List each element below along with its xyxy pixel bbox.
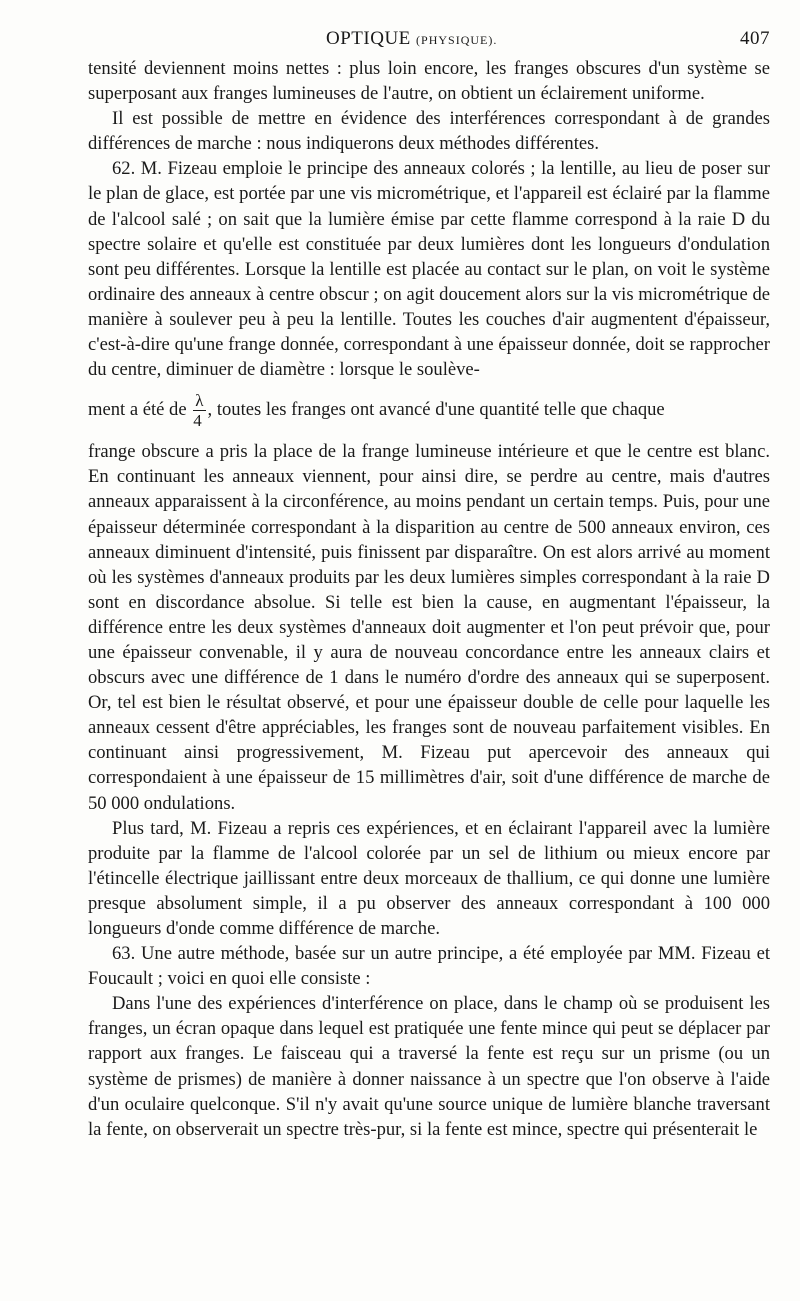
paragraph-62-fraction-line bbox=[88, 392, 770, 429]
running-title-sub: (PHYSIQUE). bbox=[416, 33, 498, 47]
lambda-over-four-fraction bbox=[193, 392, 205, 429]
page-body bbox=[88, 56, 770, 1142]
running-title bbox=[326, 28, 497, 50]
fraction-line-before: ment a été de bbox=[88, 398, 187, 420]
page-number: 407 bbox=[740, 28, 770, 49]
paragraph-intro: Il est possible de mettre en évidence des interférences correspondant à de grandes différences de marche : nous indiquerons deux méthodes différentes. bbox=[88, 108, 770, 155]
fraction-numerator: λ bbox=[195, 391, 204, 411]
paragraph-continuation: tensité deviennent moins nettes : plus loin encore, les franges obscures d'un système se superposant aux franges lumineuses de l'autre, on obtient un éclairement uniforme. bbox=[88, 58, 770, 105]
paragraph-63-method: Dans l'une des expériences d'interférence on place, dans le champ où se produisent les franges, un écran opaque dans lequel est pratiquée une fente mince qui peut se déplacer par rapport aux franges. Le faisceau qui a traversé la fente est reçu sur un prisme (ou un système de prismes) de manière à donner naissance à un spectre que l'on observe à l'aide d'un oculaire quelconque. S'il n'y avait qu'une source unique de lumière blanche traversant la fente, on observerait un spectre très-pur, si la fente est mince, spectre qui présenterait le bbox=[88, 993, 770, 1140]
paragraph-62-end: frange obscure a pris la place de la frange lumineuse intérieure et que le centre est blanc. En continuant les anneaux viennent, pour ainsi dire, se perdre au centre, mais d'autres anneaux apparaissent à la circonférence, au moins pendant un certain temps. Puis, pour une épaisseur déterminée correspondant à la disparition au centre de 500 anneaux environ, ces anneaux diminuent d'intensité, puis finissent par disparaître. On est alors arrivé au moment où les systèmes d'anneaux produits par les deux lumières simples correspondant à la raie D sont en discordance absolue. Si telle est bien la cause, en augmentant l'épaisseur, la différence entre les deux systèmes d'anneaux doit augmenter et l'on peut prévoir que, pour une épaisseur convenable, il y aura de nouveau concordance entre les anneaux clairs et obscurs avec une différence de 1 dans le numéro d'ordre des anneaux qui se superposent. Or, tel est bien le résultat observé, et pour une épaisseur double de celle pour laquelle les anneaux cessent d'être appréciables, les franges sont de nouveau parfaitement visibles. En continuant ainsi progressivement, M. Fizeau put apercevoir des anneaux qui correspondaient à une épaisseur de 15 millimètres d'air, soit d'une différence de marche de 50 000 ondulations. bbox=[88, 441, 770, 814]
paragraph-63: 63. Une autre méthode, basée sur un autre principe, a été employée par MM. Fizeau et Foucault ; voici en quoi elle consiste : bbox=[88, 943, 770, 990]
fraction-denominator: 4 bbox=[193, 411, 202, 431]
fraction-line-after: , toutes les franges ont avancé d'une quantité telle que chaque bbox=[207, 398, 665, 420]
paragraph-lithium-thallium: Plus tard, M. Fizeau a repris ces expériences, et en éclairant l'appareil avec la lumière produite par la flamme de l'alcool colorée par un sel de lithium ou mieux encore par l'étincelle électrique jaillissant entre deux morceaux de thallium, ce qui donne une lumière presque absolument simple, il a pu observer des anneaux correspondant à 100 000 longueurs d'onde comme différence de marche. bbox=[88, 817, 770, 939]
running-title-main: OPTIQUE bbox=[326, 28, 411, 49]
running-header bbox=[88, 28, 770, 56]
paragraph-62-start: 62. M. Fizeau emploie le principe des anneaux colorés ; la lentille, au lieu de poser sur le plan de glace, est portée par une vis micrométrique, et l'appareil est éclairé par la flamme de l'alcool salé ; on sait que la lumière émise par cette flamme correspond à la raie D du spectre solaire et qu'elle est constituée par deux lumières dont les longueurs d'ondulation sont peu différentes. Lorsque la lentille est placée au contact sur le plan, on voit le système ordinaire des anneaux à centre obscur ; on agit doucement alors sur la vis micrométrique de manière à soulever peu à peu la lentille. Toutes les couches d'air augmentent d'épaisseur, c'est-à-dire qu'une frange donnée, correspondant à une épaisseur donnée, doit se rapprocher du centre, diminuer de diamètre : lorsque le soulève- bbox=[88, 158, 770, 381]
